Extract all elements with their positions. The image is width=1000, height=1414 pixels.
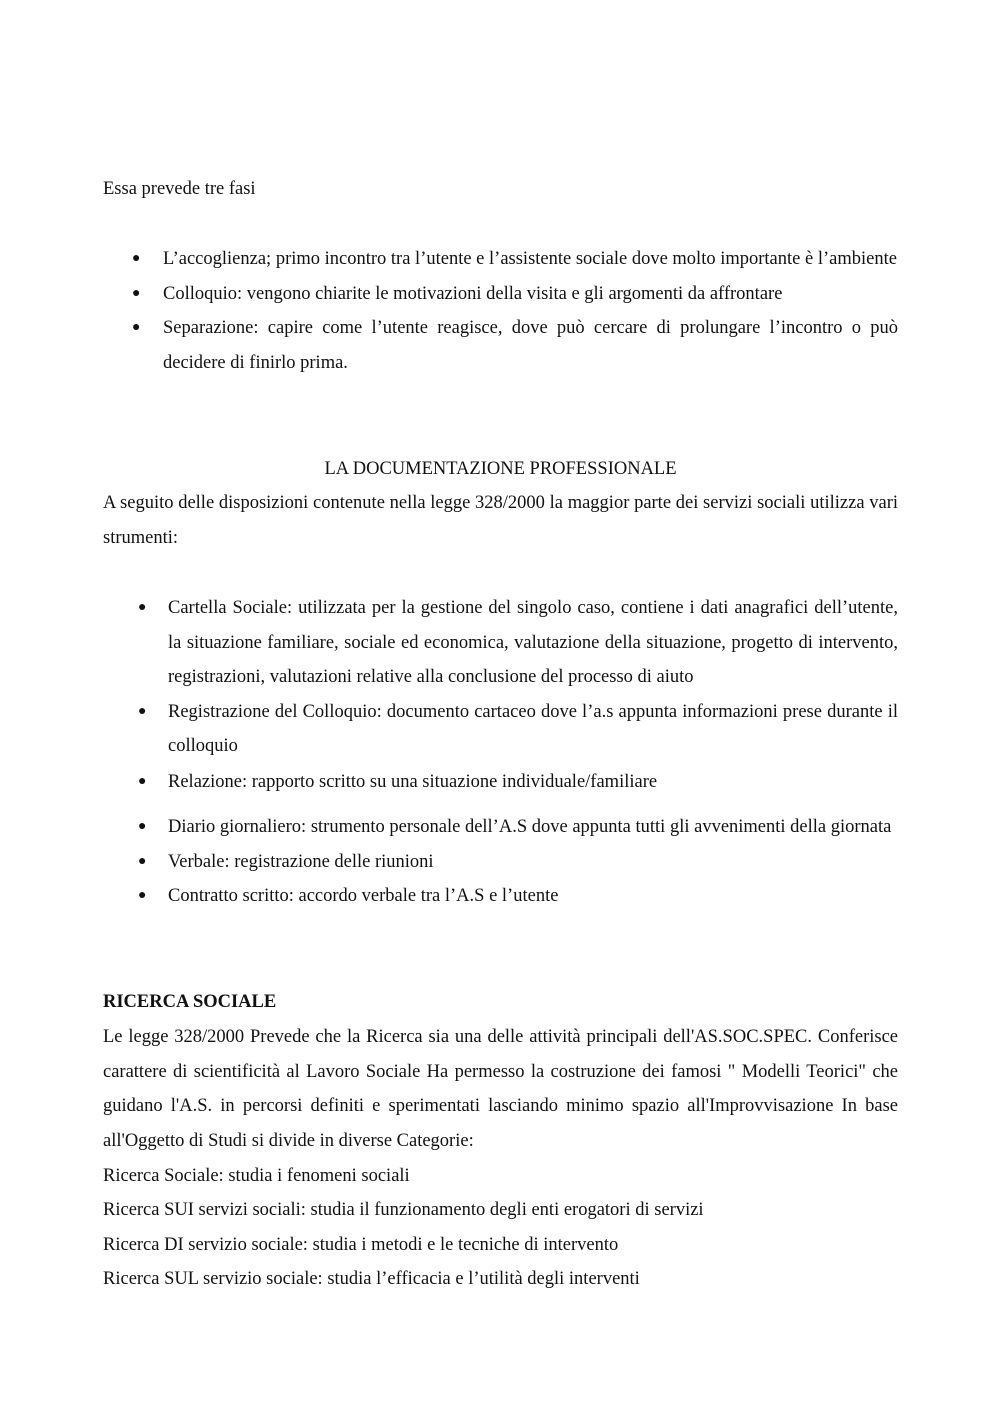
list-item: ● Registrazione del Colloquio: documento cartaceo dove l’a.s appunta informazioni prese durante il colloquio [168, 695, 898, 764]
list-item: ● Diario giornaliero: strumento personale dell’A.S dove appunta tutti gli avvenimenti della giornata [168, 810, 898, 845]
bullet-icon: ● [138, 773, 147, 789]
bullet-icon: ● [132, 285, 141, 301]
bullet-icon: ● [132, 251, 141, 266]
research-line-1: Ricerca Sociale: studia i fenomeni sociali [103, 1166, 410, 1186]
bullet-icon: ● [138, 853, 147, 869]
list-item: ● Cartella Sociale: utilizzata per la gestione del singolo caso, contiene i dati anagrafici dell’utente, la situazione familiare, sociale ed economica, valutazione della situazione, progetto di intervento, registrazioni, valutazioni relative alla conclusione del processo di aiuto [168, 591, 898, 695]
research-line-3: Ricerca DI servizio sociale: studia i metodi e le tecniche di intervento [103, 1235, 619, 1255]
phases-list [132, 242, 898, 380]
list-item: ● Verbale: registrazione delle riunioni [168, 845, 898, 880]
bullet-icon: ● [138, 703, 147, 719]
intro-text: Essa prevede tre fasi [103, 179, 256, 199]
list-item: ● L’accoglienza; primo incontro tra l’utente e l’assistente sociale dove molto importante è l’ambiente [163, 242, 898, 277]
documentation-intro: A seguito delle disposizioni contenute nella legge 328/2000 la maggior parte dei servizi sociali utilizza vari strumenti: [103, 493, 898, 548]
bullet-icon: ● [138, 600, 147, 615]
bullet-icon: ● [138, 888, 147, 903]
list-item: ● Colloquio: vengono chiarite le motivazioni della visita e gli argomenti da affrontare [163, 277, 898, 312]
section-title-documentation: LA DOCUMENTAZIONE PROFESSIONALE [324, 459, 677, 479]
research-paragraph: Le legge 328/2000 Prevede che la Ricerca sia una delle attività principali dell'AS.SOC.SPEC. Conferisce carattere di scientificità al Lavoro Sociale Ha permesso la costruzione dei famosi " Modelli Teorici" che guidano l'A.S. in percorsi definiti e sperimentati lasciando minimo spazio all'Improvvisazione In base all'Oggetto di Studi si divide in diverse Categorie: [103, 1027, 898, 1151]
list-item: ● Relazione: rapporto scritto su una situazione individuale/familiare [168, 765, 898, 800]
list-item: ● Contratto scritto: accordo verbale tra l’A.S e l’utente [168, 879, 898, 914]
bullet-icon: ● [132, 320, 141, 335]
tools-list [138, 591, 898, 914]
research-line-4: Ricerca SUL servizio sociale: studia l’efficacia e l’utilità degli interventi [103, 1269, 640, 1289]
bullet-icon: ● [138, 819, 147, 834]
research-line-2: Ricerca SUI servizi sociali: studia il funzionamento degli enti erogatori di servizi [103, 1200, 704, 1220]
list-item: ● Separazione: capire come l’utente reagisce, dove può cercare di prolungare l’incontro o può decidere di finirlo prima. [163, 311, 898, 380]
section-title-research: RICERCA SOCIALE [103, 992, 277, 1012]
